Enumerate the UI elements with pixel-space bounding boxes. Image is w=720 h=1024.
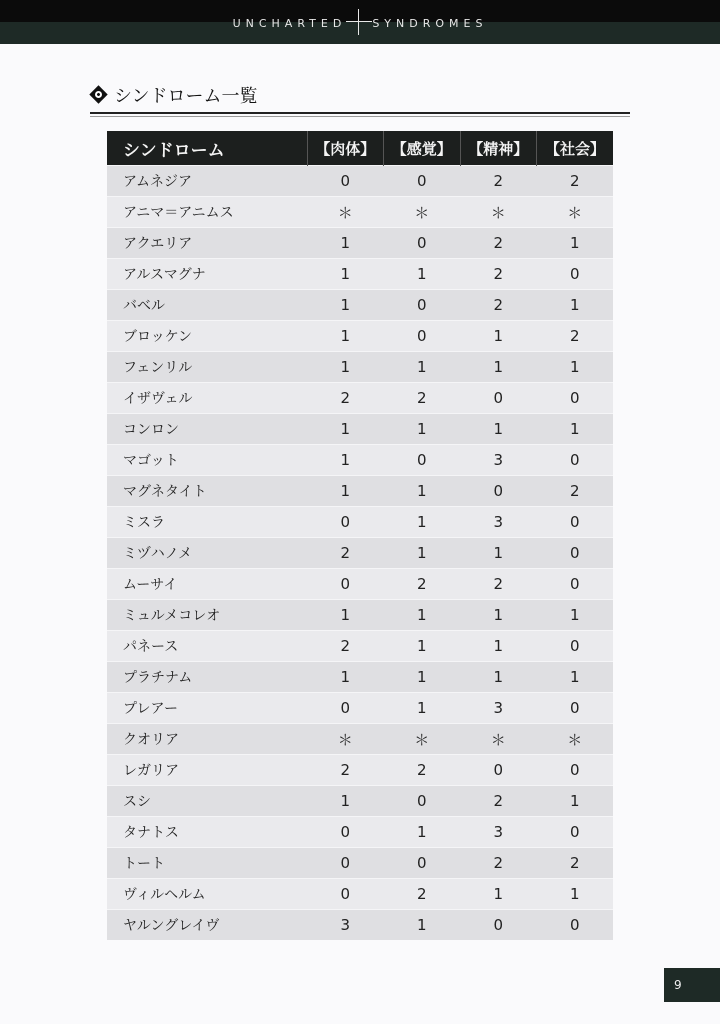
stat-cell-sense: 2: [384, 755, 461, 786]
syndrome-name-cell: タナトス: [107, 817, 307, 848]
stat-cell-social: 2: [537, 166, 614, 197]
stat-cell-social: 2: [537, 848, 614, 879]
table-row: [107, 352, 613, 383]
stat-cell-social: ＊: [537, 197, 614, 228]
table-row: [107, 910, 613, 941]
syndrome-name-cell: スシ: [107, 786, 307, 817]
page-number: 9: [664, 968, 720, 1002]
table-row: [107, 538, 613, 569]
stat-cell-body: 2: [307, 538, 384, 569]
table-row: [107, 290, 613, 321]
table-row: [107, 476, 613, 507]
syndrome-name-cell: ミヅハノメ: [107, 538, 307, 569]
stat-cell-sense: 1: [384, 476, 461, 507]
table-row: [107, 414, 613, 445]
stat-cell-social: 1: [537, 879, 614, 910]
syndrome-name-cell: クオリア: [107, 724, 307, 755]
stat-cell-sense: 0: [384, 848, 461, 879]
stat-cell-social: ＊: [537, 724, 614, 755]
stat-cell-social: 1: [537, 290, 614, 321]
stat-cell-body: 0: [307, 879, 384, 910]
syndrome-name-cell: トート: [107, 848, 307, 879]
stat-cell-sense: 1: [384, 693, 461, 724]
syndrome-name-cell: マグネタイト: [107, 476, 307, 507]
header-title-right: SYNDROMES: [372, 17, 488, 30]
stat-cell-body: 1: [307, 600, 384, 631]
header-title-left: UNCHARTED: [232, 17, 347, 30]
table-row: [107, 166, 613, 197]
stat-cell-mind: ＊: [460, 724, 537, 755]
stat-cell-sense: 0: [384, 166, 461, 197]
stat-cell-body: 1: [307, 476, 384, 507]
stat-cell-social: 1: [537, 600, 614, 631]
table-row: [107, 848, 613, 879]
stat-cell-sense: 2: [384, 879, 461, 910]
syndrome-name-cell: プラチナム: [107, 662, 307, 693]
syndrome-name-cell: イザヴェル: [107, 383, 307, 414]
stat-cell-mind: 2: [460, 228, 537, 259]
syndrome-name-cell: レガリア: [107, 755, 307, 786]
stat-cell-mind: 1: [460, 414, 537, 445]
stat-cell-mind: 1: [460, 352, 537, 383]
stat-cell-mind: 3: [460, 693, 537, 724]
page-header: [0, 0, 720, 44]
column-header-body: 【肉体】: [307, 131, 384, 166]
syndrome-name-cell: ヴィルヘルム: [107, 879, 307, 910]
stat-cell-body: 1: [307, 228, 384, 259]
table-row: [107, 569, 613, 600]
stat-cell-sense: 1: [384, 538, 461, 569]
column-header-sense: 【感覚】: [384, 131, 461, 166]
stat-cell-body: 1: [307, 259, 384, 290]
syndrome-table: [107, 131, 613, 940]
table-body: [107, 166, 613, 941]
stat-cell-sense: 1: [384, 817, 461, 848]
stat-cell-sense: 1: [384, 662, 461, 693]
diamond-bullet-icon: [89, 85, 107, 103]
stat-cell-social: 0: [537, 910, 614, 941]
stat-cell-mind: 1: [460, 879, 537, 910]
stat-cell-sense: 0: [384, 445, 461, 476]
stat-cell-sense: 2: [384, 569, 461, 600]
section-title: シンドローム一覧: [114, 86, 258, 107]
stat-cell-mind: 1: [460, 600, 537, 631]
table-row: [107, 693, 613, 724]
stat-cell-body: 3: [307, 910, 384, 941]
stat-cell-social: 0: [537, 507, 614, 538]
stat-cell-mind: 1: [460, 538, 537, 569]
stat-cell-body: 0: [307, 817, 384, 848]
stat-cell-mind: 3: [460, 445, 537, 476]
stat-cell-body: 1: [307, 290, 384, 321]
table-row: [107, 817, 613, 848]
stat-cell-social: 0: [537, 383, 614, 414]
stat-cell-mind: 0: [460, 476, 537, 507]
stat-cell-body: 0: [307, 166, 384, 197]
stat-cell-mind: 2: [460, 259, 537, 290]
stat-cell-body: 1: [307, 445, 384, 476]
syndrome-name-cell: ヤルングレイヴ: [107, 910, 307, 941]
stat-cell-social: 1: [537, 786, 614, 817]
table-row: [107, 383, 613, 414]
stat-cell-social: 1: [537, 228, 614, 259]
syndrome-name-cell: プレアー: [107, 693, 307, 724]
table-row: [107, 507, 613, 538]
syndrome-name-cell: アムネジア: [107, 166, 307, 197]
stat-cell-mind: 3: [460, 817, 537, 848]
header-title: [0, 15, 720, 30]
stat-cell-mind: 3: [460, 507, 537, 538]
stat-cell-sense: 0: [384, 321, 461, 352]
stat-cell-body: 0: [307, 507, 384, 538]
stat-cell-social: 0: [537, 445, 614, 476]
table-row: [107, 755, 613, 786]
stat-cell-body: 2: [307, 755, 384, 786]
syndrome-name-cell: ブロッケン: [107, 321, 307, 352]
stat-cell-social: 0: [537, 693, 614, 724]
stat-cell-sense: 1: [384, 352, 461, 383]
syndrome-name-cell: アルスマグナ: [107, 259, 307, 290]
stat-cell-social: 0: [537, 631, 614, 662]
column-header-mind: 【精神】: [460, 131, 537, 166]
column-header-syndrome: シンドローム: [107, 131, 307, 166]
stat-cell-social: 0: [537, 755, 614, 786]
stat-cell-social: 0: [537, 538, 614, 569]
syndrome-name-cell: パネース: [107, 631, 307, 662]
stat-cell-body: 2: [307, 631, 384, 662]
cross-ornament-icon: [346, 15, 372, 29]
stat-cell-sense: 1: [384, 259, 461, 290]
stat-cell-body: 1: [307, 786, 384, 817]
stat-cell-body: 1: [307, 321, 384, 352]
stat-cell-social: 1: [537, 414, 614, 445]
stat-cell-social: 1: [537, 352, 614, 383]
syndrome-name-cell: アニマ＝アニムス: [107, 197, 307, 228]
stat-cell-sense: 1: [384, 600, 461, 631]
stat-cell-sense: 0: [384, 786, 461, 817]
syndrome-name-cell: ミュルメコレオ: [107, 600, 307, 631]
syndrome-name-cell: フェンリル: [107, 352, 307, 383]
stat-cell-sense: 2: [384, 383, 461, 414]
stat-cell-body: 1: [307, 414, 384, 445]
stat-cell-mind: 1: [460, 631, 537, 662]
table-row: [107, 197, 613, 228]
stat-cell-mind: 2: [460, 848, 537, 879]
stat-cell-body: 2: [307, 383, 384, 414]
stat-cell-social: 2: [537, 476, 614, 507]
syndrome-name-cell: マゴット: [107, 445, 307, 476]
stat-cell-mind: 2: [460, 786, 537, 817]
stat-cell-body: ＊: [307, 724, 384, 755]
stat-cell-body: ＊: [307, 197, 384, 228]
stat-cell-sense: 1: [384, 507, 461, 538]
table-row: [107, 786, 613, 817]
table-row: [107, 228, 613, 259]
stat-cell-sense: 1: [384, 414, 461, 445]
table-row: [107, 879, 613, 910]
stat-cell-mind: 0: [460, 383, 537, 414]
stat-cell-social: 0: [537, 817, 614, 848]
table-row: [107, 662, 613, 693]
stat-cell-body: 0: [307, 693, 384, 724]
stat-cell-sense: ＊: [384, 197, 461, 228]
stat-cell-mind: 0: [460, 910, 537, 941]
table-header-row: [107, 131, 613, 166]
stat-cell-sense: 1: [384, 631, 461, 662]
stat-cell-social: 0: [537, 259, 614, 290]
stat-cell-sense: ＊: [384, 724, 461, 755]
syndrome-name-cell: アクエリア: [107, 228, 307, 259]
table-row: [107, 631, 613, 662]
syndrome-name-cell: バベル: [107, 290, 307, 321]
stat-cell-social: 0: [537, 569, 614, 600]
stat-cell-body: 0: [307, 848, 384, 879]
table-row: [107, 445, 613, 476]
stat-cell-social: 2: [537, 321, 614, 352]
section-heading: [90, 82, 630, 114]
stat-cell-mind: 0: [460, 755, 537, 786]
syndrome-name-cell: コンロン: [107, 414, 307, 445]
table-row: [107, 259, 613, 290]
stat-cell-mind: 2: [460, 290, 537, 321]
stat-cell-body: 1: [307, 352, 384, 383]
stat-cell-social: 1: [537, 662, 614, 693]
stat-cell-sense: 1: [384, 910, 461, 941]
column-header-social: 【社会】: [537, 131, 614, 166]
stat-cell-mind: 2: [460, 166, 537, 197]
table-row: [107, 724, 613, 755]
stat-cell-mind: 1: [460, 321, 537, 352]
stat-cell-mind: ＊: [460, 197, 537, 228]
stat-cell-sense: 0: [384, 228, 461, 259]
syndrome-name-cell: ミスラ: [107, 507, 307, 538]
stat-cell-body: 1: [307, 662, 384, 693]
table-row: [107, 321, 613, 352]
stat-cell-mind: 1: [460, 662, 537, 693]
table-row: [107, 600, 613, 631]
stat-cell-mind: 2: [460, 569, 537, 600]
stat-cell-sense: 0: [384, 290, 461, 321]
syndrome-name-cell: ムーサイ: [107, 569, 307, 600]
stat-cell-body: 0: [307, 569, 384, 600]
